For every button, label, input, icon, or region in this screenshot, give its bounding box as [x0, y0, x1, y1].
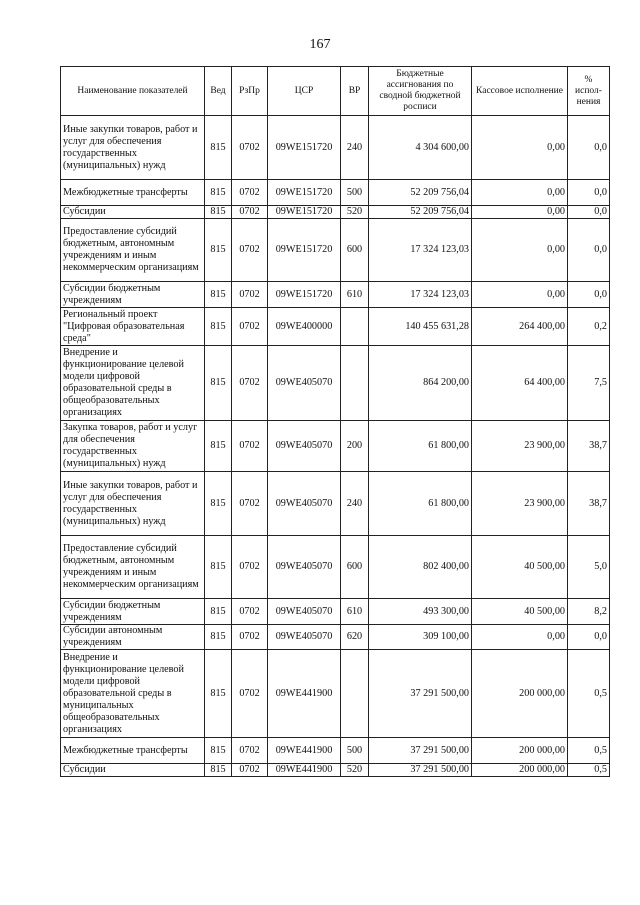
row-executed: 0,00 — [472, 282, 568, 308]
row-name: Субсидии бюджетным учреждениям — [61, 282, 205, 308]
row-ved: 815 — [205, 206, 232, 219]
row-rzpr: 0702 — [232, 421, 268, 472]
row-name: Субсидии — [61, 764, 205, 777]
row-vr: 620 — [341, 625, 369, 650]
header-csr: ЦСР — [268, 67, 341, 116]
row-ved: 815 — [205, 219, 232, 282]
row-vr: 240 — [341, 472, 369, 536]
header-vr: ВР — [341, 67, 369, 116]
row-assigned: 37 291 500,00 — [369, 764, 472, 777]
header-percent: % испол-нения — [568, 67, 610, 116]
row-name: Межбюджетные трансферты — [61, 180, 205, 206]
row-vr — [341, 308, 369, 346]
row-csr: 09WE441900 — [268, 764, 341, 777]
table-row — [61, 206, 610, 219]
table-row — [61, 764, 610, 777]
row-percent: 5,0 — [568, 536, 610, 599]
row-percent: 38,7 — [568, 472, 610, 536]
header-name: Наименование показателей — [61, 67, 205, 116]
row-name: Субсидии бюджетным учреждениям — [61, 599, 205, 625]
row-vr — [341, 346, 369, 421]
row-rzpr: 0702 — [232, 764, 268, 777]
table-row — [61, 219, 610, 282]
header-executed: Кассовое исполнение — [472, 67, 568, 116]
row-rzpr: 0702 — [232, 219, 268, 282]
row-ved: 815 — [205, 764, 232, 777]
row-executed: 0,00 — [472, 180, 568, 206]
row-ved: 815 — [205, 421, 232, 472]
row-csr: 09WE405070 — [268, 421, 341, 472]
table-row — [61, 180, 610, 206]
row-csr: 09WE400000 — [268, 308, 341, 346]
row-rzpr: 0702 — [232, 116, 268, 180]
row-csr: 09WE151720 — [268, 180, 341, 206]
row-rzpr: 0702 — [232, 282, 268, 308]
table-row — [61, 116, 610, 180]
row-rzpr: 0702 — [232, 346, 268, 421]
table-row — [61, 650, 610, 738]
row-executed: 64 400,00 — [472, 346, 568, 421]
row-vr: 610 — [341, 282, 369, 308]
table-row — [61, 308, 610, 346]
header-rzpr: РзПр — [232, 67, 268, 116]
row-csr: 09WE405070 — [268, 472, 341, 536]
row-rzpr: 0702 — [232, 180, 268, 206]
table-row — [61, 738, 610, 764]
row-assigned: 37 291 500,00 — [369, 738, 472, 764]
row-vr — [341, 650, 369, 738]
header-ved: Вед — [205, 67, 232, 116]
row-assigned: 37 291 500,00 — [369, 650, 472, 738]
row-vr: 500 — [341, 180, 369, 206]
row-rzpr: 0702 — [232, 308, 268, 346]
row-assigned: 52 209 756,04 — [369, 206, 472, 219]
row-name: Предоставление субсидий бюджетным, автономным учреждениям и иным некоммерческим организациям — [61, 536, 205, 599]
row-name: Межбюджетные трансферты — [61, 738, 205, 764]
row-executed: 0,00 — [472, 219, 568, 282]
row-rzpr: 0702 — [232, 472, 268, 536]
row-assigned: 17 324 123,03 — [369, 219, 472, 282]
row-csr: 09WE151720 — [268, 116, 341, 180]
table-row — [61, 282, 610, 308]
row-ved: 815 — [205, 116, 232, 180]
table-row — [61, 472, 610, 536]
row-csr: 09WE151720 — [268, 206, 341, 219]
row-ved: 815 — [205, 599, 232, 625]
row-csr: 09WE151720 — [268, 282, 341, 308]
row-executed: 0,00 — [472, 206, 568, 219]
row-assigned: 864 200,00 — [369, 346, 472, 421]
table-row — [61, 346, 610, 421]
row-name: Иные закупки товаров, работ и услуг для обеспечения государственных (муниципальных) нужд — [61, 472, 205, 536]
row-percent: 7,5 — [568, 346, 610, 421]
row-percent: 0,2 — [568, 308, 610, 346]
row-vr: 600 — [341, 536, 369, 599]
row-ved: 815 — [205, 536, 232, 599]
header-assigned: Бюджетные ассигнования по сводной бюджетной росписи — [369, 67, 472, 116]
row-percent: 0,5 — [568, 738, 610, 764]
row-percent: 0,0 — [568, 180, 610, 206]
row-name: Иные закупки товаров, работ и услуг для обеспечения государственных (муниципальных) нужд — [61, 116, 205, 180]
row-assigned: 309 100,00 — [369, 625, 472, 650]
row-name: Предоставление субсидий бюджетным, автономным учреждениям и иным некоммерческим организациям — [61, 219, 205, 282]
row-rzpr: 0702 — [232, 206, 268, 219]
row-csr: 09WE405070 — [268, 625, 341, 650]
row-vr: 600 — [341, 219, 369, 282]
row-ved: 815 — [205, 180, 232, 206]
table-row — [61, 536, 610, 599]
row-executed: 264 400,00 — [472, 308, 568, 346]
row-executed: 23 900,00 — [472, 472, 568, 536]
row-ved: 815 — [205, 472, 232, 536]
row-rzpr: 0702 — [232, 738, 268, 764]
row-percent: 0,0 — [568, 282, 610, 308]
row-name: Закупка товаров, работ и услуг для обеспечения государственных (муниципальных) нужд — [61, 421, 205, 472]
row-assigned: 61 800,00 — [369, 421, 472, 472]
row-executed: 200 000,00 — [472, 764, 568, 777]
row-name: Региональный проект "Цифровая образовательная среда" — [61, 308, 205, 346]
budget-table — [60, 66, 610, 777]
row-vr: 240 — [341, 116, 369, 180]
row-name: Внедрение и функционирование целевой модели цифровой образовательной среды в общеобразовательных организациях — [61, 346, 205, 421]
row-executed: 0,00 — [472, 625, 568, 650]
row-assigned: 140 455 631,28 — [369, 308, 472, 346]
row-percent: 0,0 — [568, 219, 610, 282]
table-header-row — [61, 67, 610, 116]
row-assigned: 493 300,00 — [369, 599, 472, 625]
row-name: Субсидии автономным учреждениям — [61, 625, 205, 650]
row-vr: 520 — [341, 764, 369, 777]
row-assigned: 802 400,00 — [369, 536, 472, 599]
table-row — [61, 421, 610, 472]
row-rzpr: 0702 — [232, 625, 268, 650]
row-percent: 0,5 — [568, 650, 610, 738]
row-vr: 500 — [341, 738, 369, 764]
row-percent: 0,0 — [568, 625, 610, 650]
row-vr: 610 — [341, 599, 369, 625]
row-executed: 200 000,00 — [472, 650, 568, 738]
row-executed: 40 500,00 — [472, 599, 568, 625]
row-executed: 40 500,00 — [472, 536, 568, 599]
row-ved: 815 — [205, 738, 232, 764]
row-ved: 815 — [205, 625, 232, 650]
row-csr: 09WE405070 — [268, 599, 341, 625]
row-assigned: 4 304 600,00 — [369, 116, 472, 180]
row-name: Субсидии — [61, 206, 205, 219]
row-vr: 200 — [341, 421, 369, 472]
row-executed: 0,00 — [472, 116, 568, 180]
row-vr: 520 — [341, 206, 369, 219]
row-percent: 0,0 — [568, 206, 610, 219]
row-executed: 200 000,00 — [472, 738, 568, 764]
page-number: 167 — [309, 37, 331, 52]
row-rzpr: 0702 — [232, 650, 268, 738]
row-assigned: 52 209 756,04 — [369, 180, 472, 206]
row-ved: 815 — [205, 308, 232, 346]
row-percent: 38,7 — [568, 421, 610, 472]
row-rzpr: 0702 — [232, 599, 268, 625]
row-csr: 09WE405070 — [268, 346, 341, 421]
row-executed: 23 900,00 — [472, 421, 568, 472]
row-name: Внедрение и функционирование целевой модели цифровой образовательной среды в муниципальных общеобразовательных организациях — [61, 650, 205, 738]
row-csr: 09WE405070 — [268, 536, 341, 599]
row-ved: 815 — [205, 346, 232, 421]
row-rzpr: 0702 — [232, 536, 268, 599]
row-percent: 0,0 — [568, 116, 610, 180]
row-percent: 0,5 — [568, 764, 610, 777]
row-csr: 09WE441900 — [268, 650, 341, 738]
table-row — [61, 599, 610, 625]
row-assigned: 61 800,00 — [369, 472, 472, 536]
row-csr: 09WE151720 — [268, 219, 341, 282]
row-csr: 09WE441900 — [268, 738, 341, 764]
row-percent: 8,2 — [568, 599, 610, 625]
table-row — [61, 625, 610, 650]
row-assigned: 17 324 123,03 — [369, 282, 472, 308]
row-ved: 815 — [205, 282, 232, 308]
row-ved: 815 — [205, 650, 232, 738]
